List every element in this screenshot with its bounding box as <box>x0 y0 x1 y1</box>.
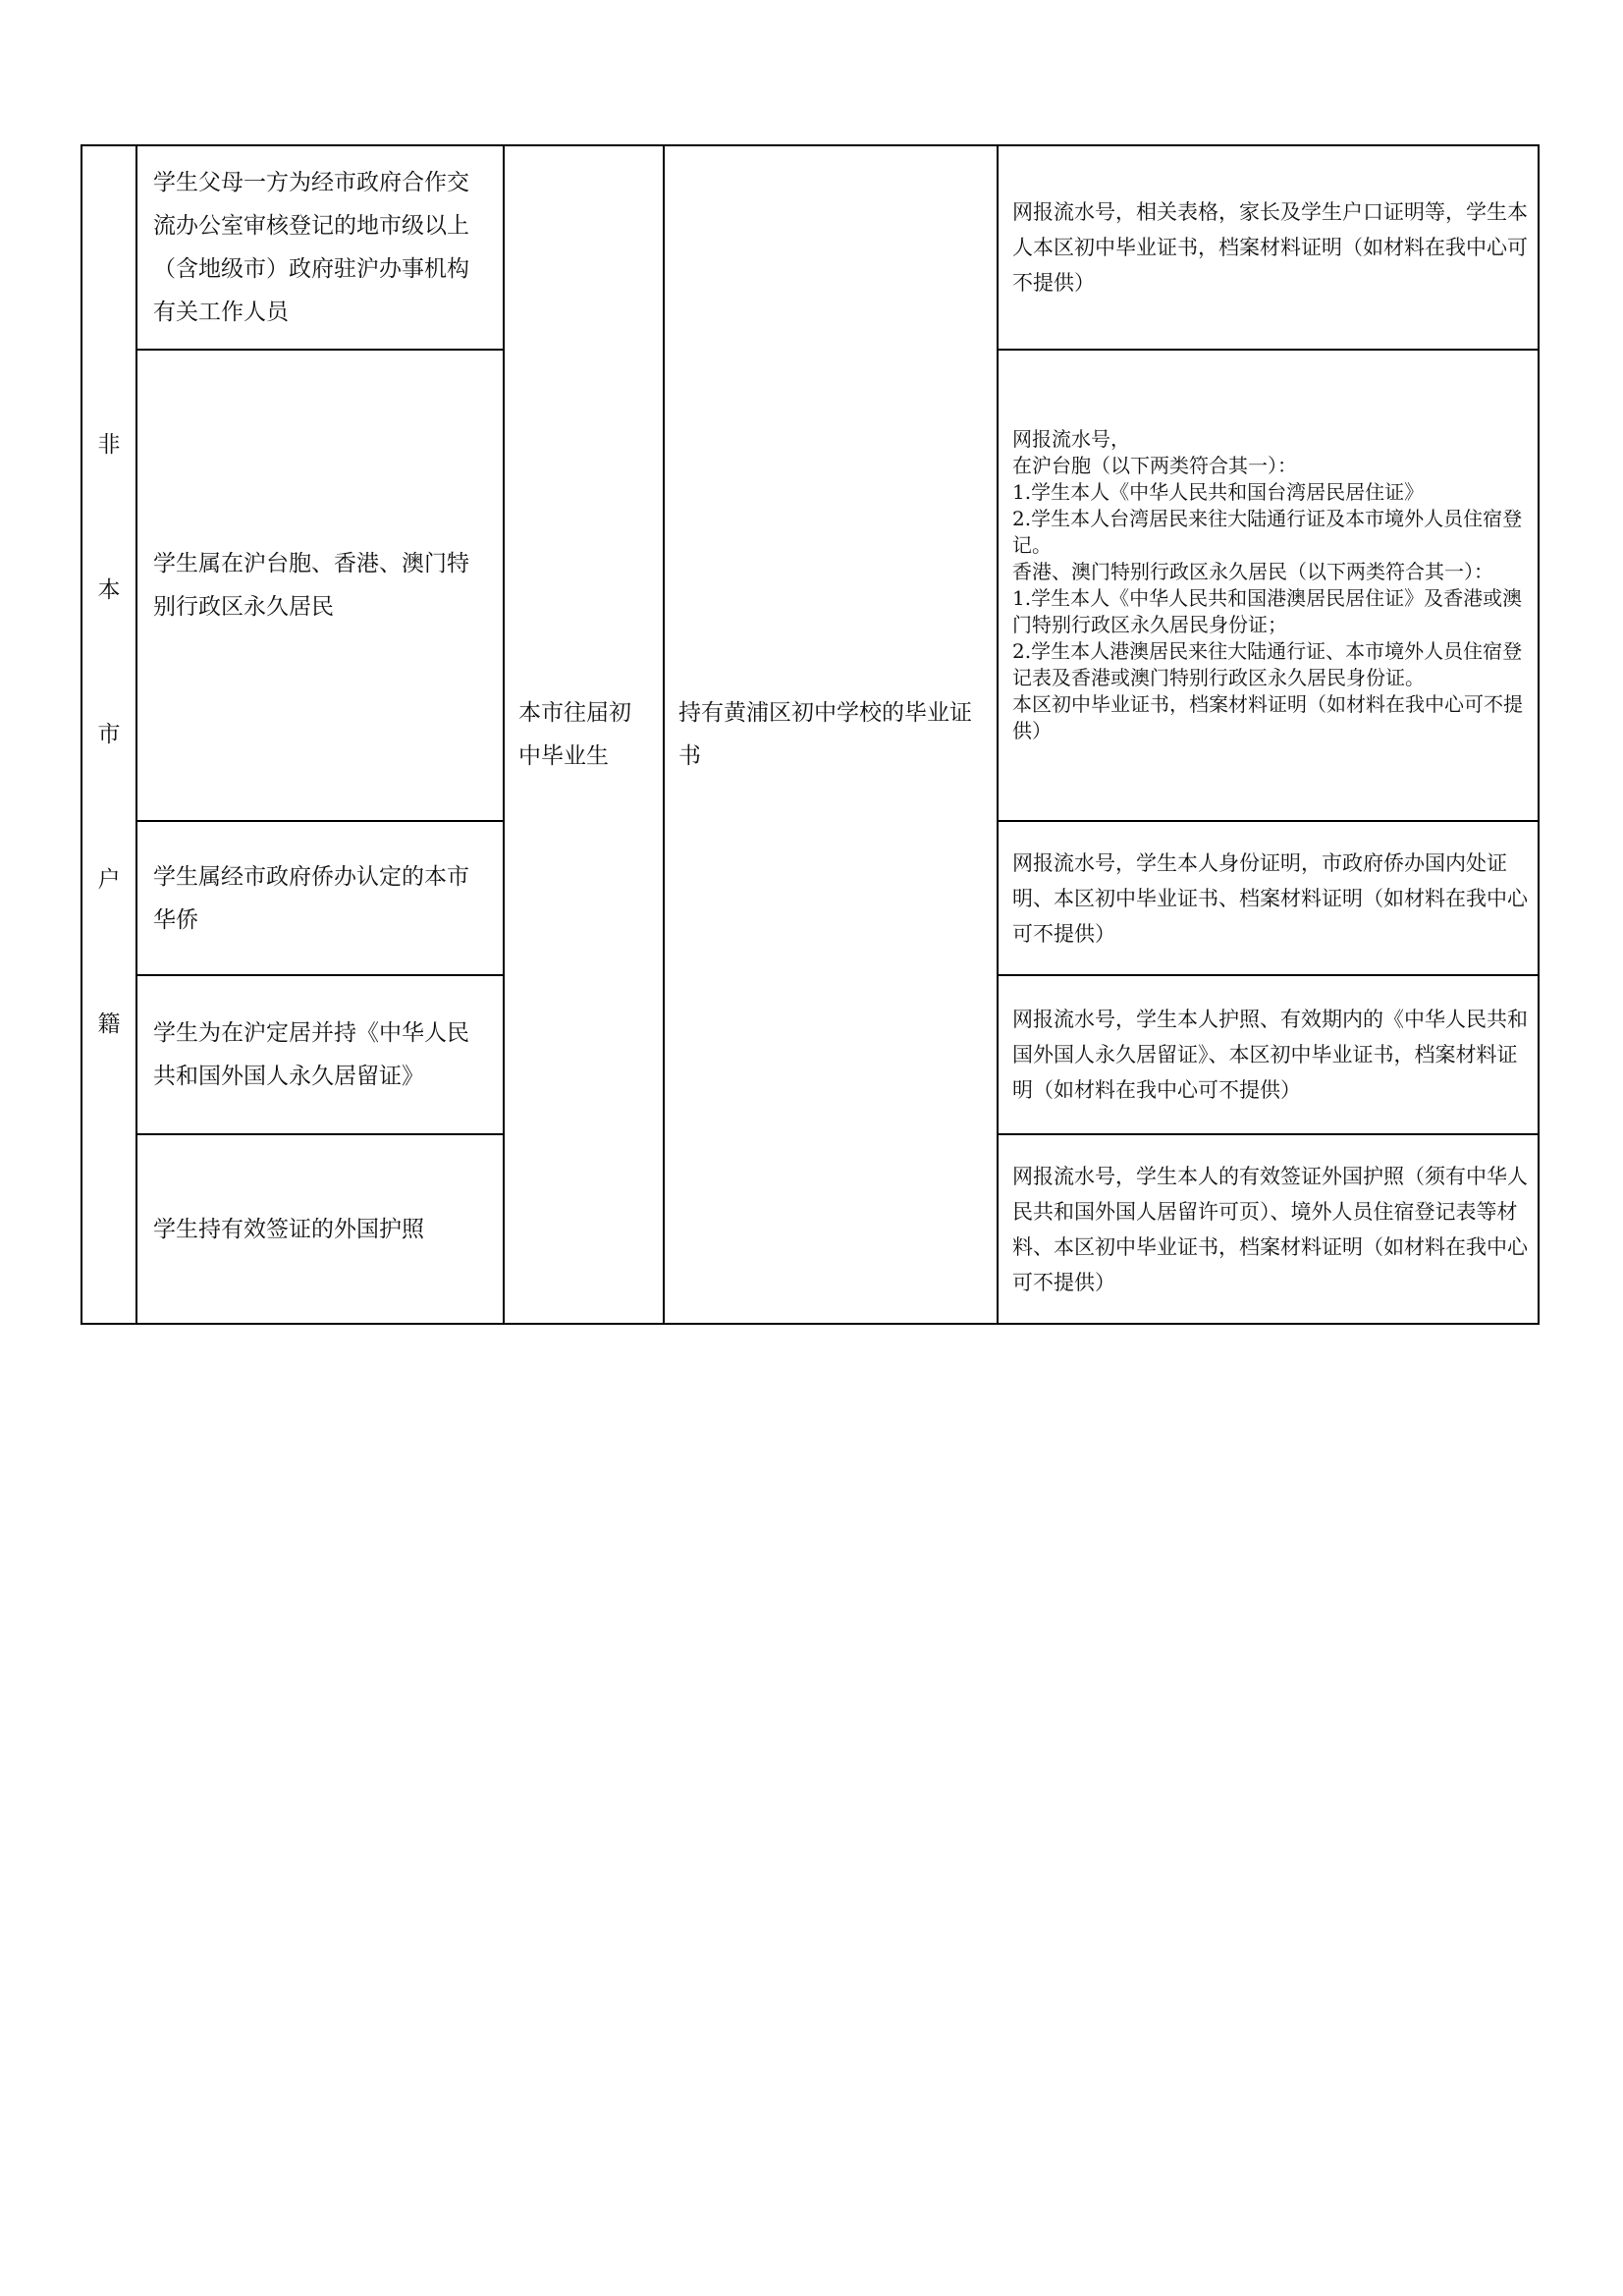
materials-text: 网报流水号，学生本人的有效签证外国护照（须有中华人民共和国外国人居留许可页）、境外人员住宿登记表等材料、本区初中毕业证书，档案材料证明（如材料在我中心可不提供） <box>1012 1164 1528 1294</box>
condition-cell <box>136 1134 504 1324</box>
table-row <box>81 145 1539 350</box>
category-char: 户 <box>97 866 121 893</box>
materials-text: 网报流水号，学生本人护照、有效期内的《中华人民共和国外国人永久居留证》、本区初中毕业证书，档案材料证明（如材料在我中心可不提供） <box>1012 1008 1528 1102</box>
materials-line: 本区初中毕业证书，档案材料证明（如材料在我中心可不提供） <box>1012 692 1523 742</box>
requirement-text: 持有黄浦区初中学校的毕业证书 <box>678 700 972 769</box>
condition-cell <box>136 350 504 821</box>
eligibility-table <box>81 144 1540 1325</box>
category-char: 本 <box>97 576 121 603</box>
condition-text: 学生为在沪定居并持《中华人民共和国外国人永久居留证》 <box>153 1020 469 1089</box>
materials-line: 1.学生本人《中华人民共和国港澳居民居住证》及香港或澳门特别行政区永久居民身份证； <box>1012 586 1523 636</box>
requirement-cell <box>664 145 998 1324</box>
materials-line: 在沪台胞（以下两类符合其一）： <box>1012 454 1297 477</box>
materials-text: 网报流水号，学生本人身份证明，市政府侨办国内处证明、本区初中毕业证书、档案材料证明（如材料在我中心可不提供） <box>1012 850 1528 946</box>
school-group-text: 本市往届初中毕业生 <box>518 700 631 769</box>
materials-line: 香港、澳门特别行政区永久居民（以下两类符合其一）： <box>1012 560 1493 583</box>
category-cell <box>81 145 136 1324</box>
materials-line: 2.学生本人台湾居民来往大陆通行证及本市境外人员住宿登记。 <box>1012 507 1523 557</box>
category-char: 籍 <box>97 1011 121 1037</box>
category-label <box>82 430 135 1039</box>
condition-cell <box>136 975 504 1134</box>
materials-line: 网报流水号， <box>1012 427 1130 451</box>
category-char: 非 <box>97 432 121 458</box>
materials-text: 网报流水号，相关表格，家长及学生户口证明等，学生本人本区初中毕业证书，档案材料证明（如材料在我中心可不提供） <box>1012 200 1528 295</box>
category-char: 市 <box>97 722 121 747</box>
condition-text: 学生父母一方为经市政府合作交流办公室审核登记的地市级以上（含地级市）政府驻沪办事机构有关工作人员 <box>153 170 469 325</box>
materials-line: 1.学生本人《中华人民共和国台湾居民居住证》 <box>1012 480 1425 504</box>
condition-cell <box>136 821 504 975</box>
condition-text: 学生属在沪台胞、香港、澳门特别行政区永久居民 <box>153 551 469 620</box>
condition-text: 学生持有效签证的外国护照 <box>153 1216 424 1242</box>
materials-cell <box>998 821 1539 975</box>
materials-cell <box>998 350 1539 821</box>
materials-cell <box>998 1134 1539 1324</box>
condition-cell <box>136 145 504 350</box>
condition-text: 学生属经市政府侨办认定的本市华侨 <box>153 863 469 933</box>
materials-cell <box>998 975 1539 1134</box>
materials-line: 2.学生本人港澳居民来往大陆通行证、本市境外人员住宿登记表及香港或澳门特别行政区永久居民身份证。 <box>1012 639 1523 689</box>
materials-cell <box>998 145 1539 350</box>
school-group-cell <box>504 145 664 1324</box>
